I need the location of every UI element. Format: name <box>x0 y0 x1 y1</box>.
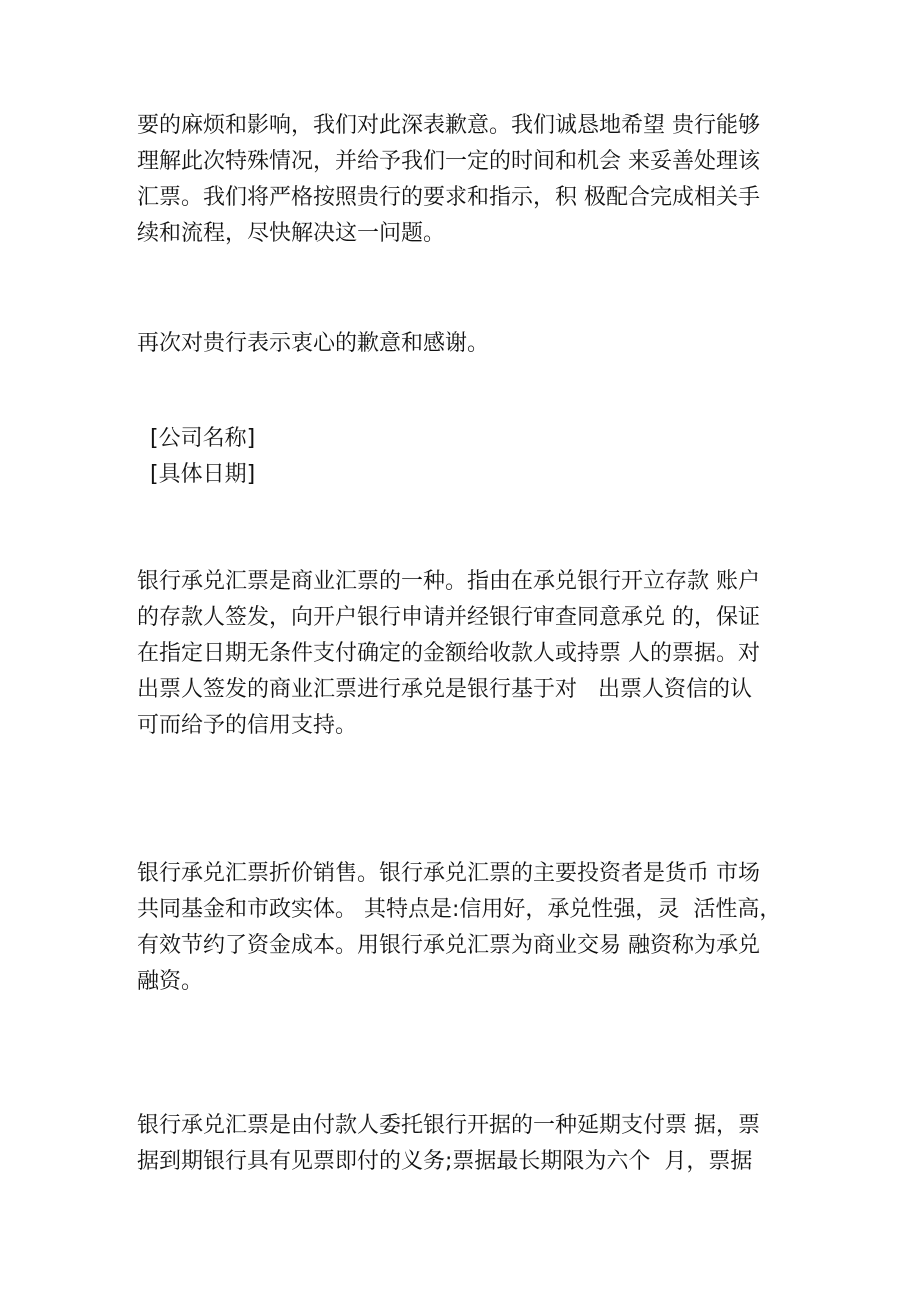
text-line: 银行承兑汇票折价销售。银行承兑汇票的主要投资者是货币 市场 <box>137 861 760 886</box>
text-line: 续和流程，尽快解决这一问题。 <box>137 221 446 246</box>
text-line: 据到期银行具有见票即付的义务;票据最长期限为六个 月，票据 <box>137 1149 753 1174</box>
text-line: 可而给予的信用支持。 <box>137 713 358 738</box>
text-line: 要的麻烦和影响，我们对此深表歉意。我们诚恳地希望 贵行能够 <box>137 113 760 138</box>
text-line: 共同基金和市政实体。 其特点是:信用好，承兑性强，灵 活性高， <box>137 897 782 922</box>
paragraph-definition <box>137 564 817 744</box>
paragraph-closing-thanks <box>137 326 817 362</box>
signature-block <box>150 421 830 493</box>
text-line: 有效节约了资金成本。用银行承兑汇票为商业交易 融资称为承兑 <box>137 933 760 958</box>
paragraph-discount-sales <box>137 856 817 1000</box>
company-name-placeholder: [公司名称] <box>150 426 256 451</box>
text-line: 融资。 <box>137 969 204 994</box>
text-line: 理解此次特殊情况，并给予我们一定的时间和机会 来妥善处理该 <box>137 149 760 174</box>
paragraph-apology-continued <box>137 108 817 252</box>
paragraph-deferred-payment <box>137 1108 817 1180</box>
text-line: 银行承兑汇票是由付款人委托银行开据的一种延期支付票 据，票 <box>137 1113 760 1138</box>
text-line: 出票人签发的商业汇票进行承兑是银行基于对 出票人资信的认 <box>137 677 752 702</box>
date-placeholder: [具体日期] <box>150 462 256 487</box>
text-line: 汇票。我们将严格按照贵行的要求和指示，积 极配合完成相关手 <box>137 185 760 210</box>
text-line: 银行承兑汇票是商业汇票的一种。指由在承兑银行开立存款 账户 <box>137 569 760 594</box>
text-line: 的存款人签发，向开户银行申请并经银行审查同意承兑 的，保证 <box>137 605 760 630</box>
text-line: 在指定日期无条件支付确定的金额给收款人或持票 人的票据。对 <box>137 641 760 666</box>
text-line: 再次对贵行表示衷心的歉意和感谢。 <box>137 331 490 356</box>
